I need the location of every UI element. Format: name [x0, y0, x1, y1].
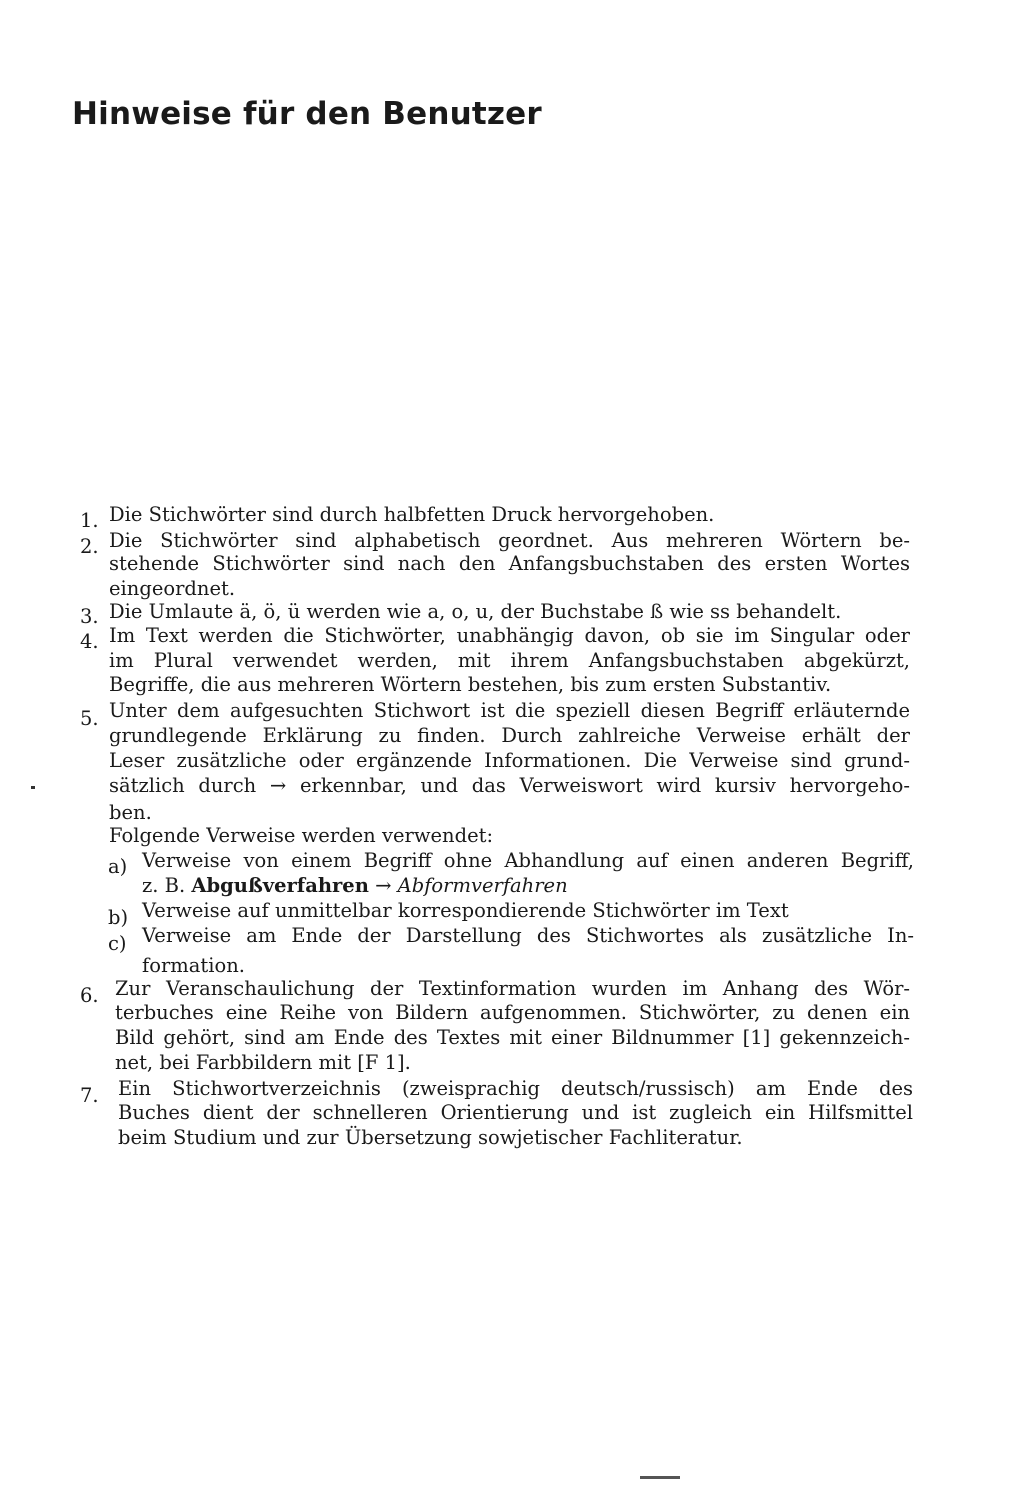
note-text-line: Ein Stichwortverzeichnis (zweisprachig deutsch/russisch) am Ende des — [118, 1077, 913, 1100]
note-number: a) — [108, 855, 128, 878]
page-title: Hinweise für den Benutzer — [72, 96, 542, 132]
note-text-line: beim Studium und zur Übersetzung sowjetischer Fachliteratur. — [118, 1126, 743, 1149]
note-number: b) — [108, 906, 129, 929]
arrow-icon: → — [375, 874, 392, 897]
note-text-line: Leser zusätzliche oder ergänzende Informationen. Die Verweise sind grund- — [109, 749, 910, 772]
note-text-line: Im Text werden die Stichwörter, unabhängig davon, ob sie im Singular oder — [109, 624, 910, 647]
note-text-line: ben. — [109, 801, 152, 824]
note-text-line: Die Stichwörter sind durch halbfetten Druck hervorgehoben. — [109, 503, 715, 526]
note-text-line: stehende Stichwörter sind nach den Anfangsbuchstaben des ersten Wortes — [109, 552, 910, 575]
note-text-line: Verweise am Ende der Darstellung des Stichwortes als zusätzliche In- — [142, 924, 914, 947]
note-text-line: Unter dem aufgesuchten Stichwort ist die speziell diesen Begriff erläuternde — [109, 699, 910, 722]
example-prefix: z. B. — [142, 874, 186, 897]
note-number: 5. — [80, 707, 99, 730]
note-number: 4. — [80, 630, 99, 653]
note-number: c) — [108, 932, 127, 955]
note-text-line: net, bei Farbbildern mit [F 1]. — [115, 1051, 411, 1074]
example-term: Abgußverfahren — [191, 874, 369, 897]
note-text-line: Bild gehört, sind am Ende des Textes mit einer Bildnummer [1] gekennzeich- — [115, 1026, 910, 1049]
scan-mark — [640, 1476, 680, 1479]
note-text-line: Die Stichwörter sind alphabetisch geordnet. Aus mehreren Wörtern be- — [109, 529, 910, 552]
note-number: 3. — [80, 605, 99, 628]
example-target: Abformverfahren — [397, 874, 568, 897]
note-text-line: Verweise von einem Begriff ohne Abhandlung auf einen anderen Begriff, — [142, 849, 914, 872]
note-number: 2. — [80, 535, 99, 558]
note-text-line: Buches dient der schnelleren Orientierung und ist zugleich ein Hilfsmittel — [118, 1101, 913, 1124]
note-text-line: formation. — [142, 954, 245, 977]
note-text-line: terbuches eine Reihe von Bildern aufgenommen. Stichwörter, zu denen ein — [115, 1001, 910, 1024]
note-text-line: Zur Veranschaulichung der Textinformation wurden im Anhang des Wör- — [115, 977, 910, 1000]
note-text-line: Begriffe, die aus mehreren Wörtern bestehen, bis zum ersten Substantiv. — [109, 673, 832, 696]
reference-example — [142, 873, 568, 898]
note-text-line: im Plural verwendet werden, mit ihrem Anfangsbuchstaben abgekürzt, — [109, 649, 910, 672]
note-text-line: sätzlich durch → erkennbar, und das Verweiswort wird kursiv hervorgeho- — [109, 774, 910, 797]
note-text-line: Verweise auf unmittelbar korrespondierende Stichwörter im Text — [142, 899, 789, 922]
scan-speck — [31, 786, 35, 789]
note-text-line: Die Umlaute ä, ö, ü werden wie a, o, u, der Buchstabe ß wie ss behandelt. — [109, 600, 842, 623]
note-text-line: eingeordnet. — [109, 577, 236, 600]
note-number: 1. — [80, 509, 99, 532]
note-text-line: grundlegende Erklärung zu finden. Durch zahlreiche Verweise erhält der — [109, 724, 910, 747]
note-number: 6. — [80, 984, 99, 1007]
note-text-line: Folgende Verweise werden verwendet: — [109, 824, 494, 847]
note-number: 7. — [80, 1084, 99, 1107]
